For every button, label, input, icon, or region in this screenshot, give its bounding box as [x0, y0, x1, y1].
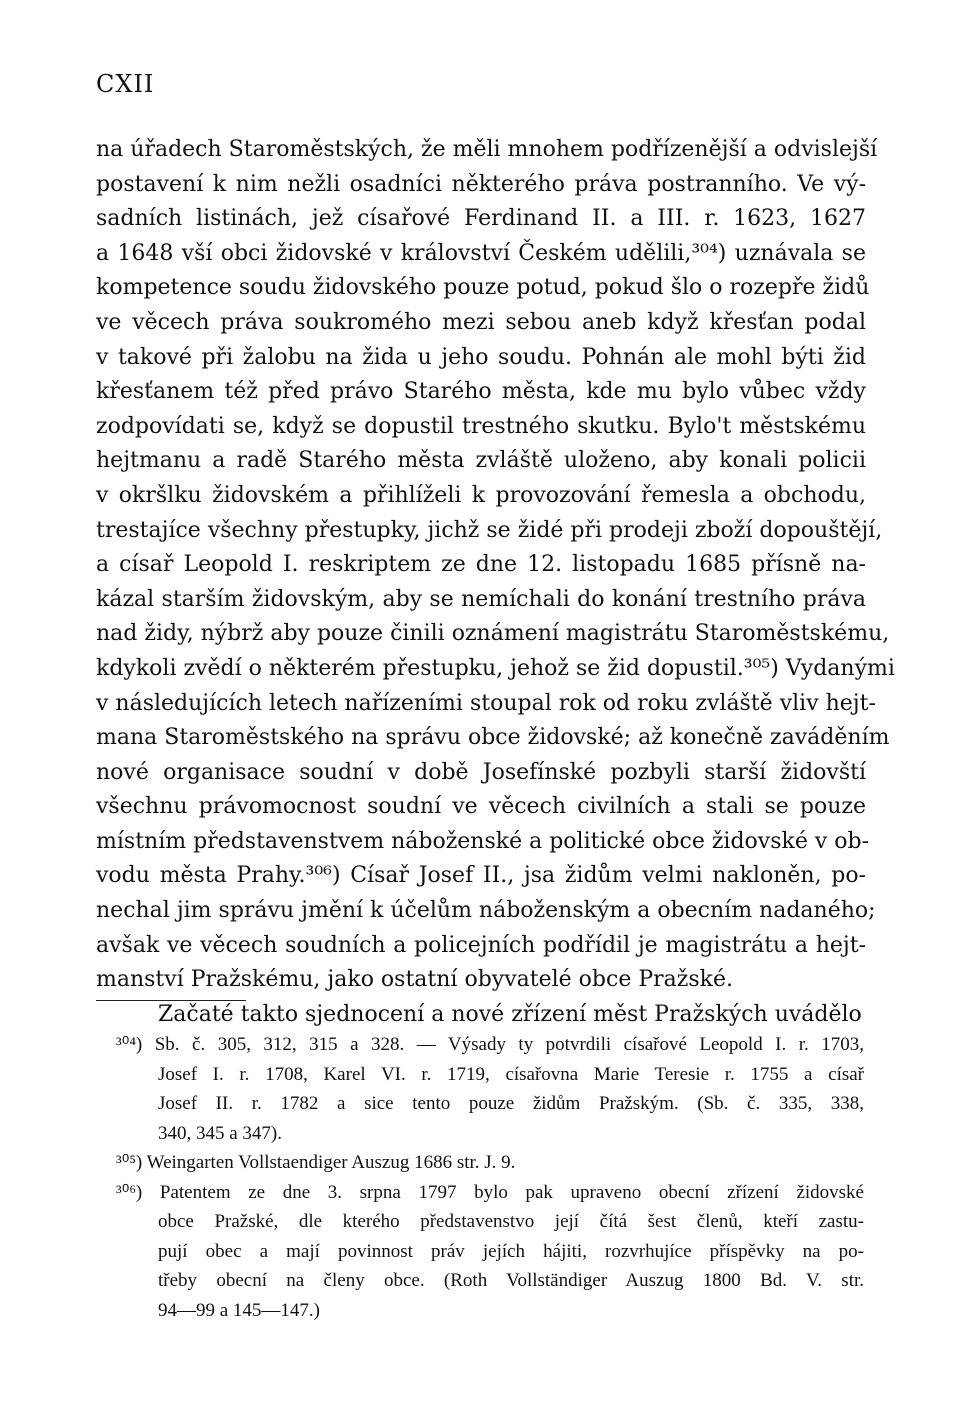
- body-line: nad židy, nýbrž aby pouze činili oznámení magistrátu Staroměstskému,: [96, 621, 890, 647]
- paragraph-start-line: Začaté takto sjednocení a nové zřízení měst Pražských uvádělo: [158, 1001, 862, 1027]
- body-line: zodpovídati se, když se dopustil trestného skutku. Bylo't městskému: [96, 413, 866, 439]
- body-line: křesťanem též před právo Starého města, kde mu bylo vůbec vždy: [96, 379, 866, 405]
- body-line: všechnu právomocnost soudní ve věcech civilních a stali se pouze: [96, 794, 866, 820]
- body-line: a císař Leopold I. reskriptem ze dne 12. listopadu 1685 přísně na-: [96, 552, 866, 578]
- body-line: v okršlku židovském a přihlíželi k provozování řemesla a obchodu,: [96, 482, 866, 508]
- footnote-304: ³⁰⁴) Sb. č. 305, 312, 315 a 328. — Výsady ty potvrdili císařové Leopold I. r. 1703,: [116, 1034, 864, 1055]
- footnote-306: ³⁰⁶) Patentem ze dne 3. srpna 1797 bylo pak upraveno obecní zřízení židovské: [116, 1181, 864, 1203]
- body-line: postavení k nim nežli osadníci některého práva postranního. Ve vý-: [96, 171, 866, 197]
- footnote-divider: [96, 1000, 246, 1001]
- body-line: mana Staroměstského na správu obce židovské; až konečně zaváděním: [96, 725, 890, 751]
- body-line: trestajíce všechny přestupky, jichž se židé při prodeji zboží dopouštějí,: [96, 517, 883, 543]
- body-line: nechal jim správu jmění k účelům náboženským a obecním nadaného;: [96, 898, 876, 924]
- body-line: na úřadech Staroměstských, že měli mnohem podřízenější a odvislejší: [96, 137, 878, 162]
- page-number: CXII: [96, 70, 155, 98]
- footnote-304-line: Josef II. r. 1782 a sice tento pouze židům Pražským. (Sb. č. 335, 338,: [158, 1093, 864, 1114]
- footnote-305: ³⁰⁵) Weingarten Vollstaendiger Auszug 1686 str. J. 9.: [116, 1152, 516, 1173]
- body-line: manství Pražskému, jako ostatní obyvatelé obce Pražské.: [96, 967, 733, 993]
- body-line: místním představenstvem náboženské a politické obce židovské v ob-: [96, 828, 870, 854]
- body-line: sadních listinách, jež císařové Ferdinand II. a III. r. 1623, 1627: [96, 206, 866, 232]
- footnote-306-line: pují obec a mají povinnost práv jejích hájiti, rozvrhujíce příspěvky na po-: [158, 1240, 864, 1262]
- body-line: kdykoli zvědí o některém přestupku, jehož se žid dopustil.³⁰⁵) Vydanými: [96, 655, 895, 681]
- footnote-304-line: Josef I. r. 1708, Karel VI. r. 1719, císařovna Marie Teresie r. 1755 a císař: [158, 1063, 864, 1085]
- footnote-306-line: obce Pražské, dle kterého představenstvo její čítá šest členů, kteří zastu-: [158, 1211, 864, 1232]
- body-line: kompetence soudu židovského pouze potud, pokud šlo o rozepře židů: [96, 275, 870, 301]
- footnote-306-line: třeby obecní na členy obce. (Roth Vollständiger Auszug 1800 Bd. V. str.: [158, 1270, 864, 1291]
- body-line: ve věcech práva soukromého mezi sebou aneb když křesťan podal: [96, 309, 866, 335]
- body-line: v následujících letech nařízeními stoupal rok od roku zvláště vliv hejt-: [96, 690, 876, 716]
- body-line: v takové při žalobu na žida u jeho soudu. Pohnán ale mohl býti žid: [96, 344, 866, 370]
- body-line: vodu města Prahy.³⁰⁶) Císař Josef II., jsa židům velmi nakloněn, po-: [96, 863, 866, 889]
- footnotes: [96, 1030, 864, 1325]
- body-line: kázal starším židovským, aby se nemíchali do konání trestního práva: [96, 586, 866, 612]
- footnote-306-line: 94—99 a 145—147.): [158, 1299, 321, 1321]
- body-text: [96, 133, 895, 1032]
- footnote-304-line: 340, 345 a 347).: [158, 1122, 283, 1144]
- body-line: hejtmanu a radě Starého města zvláště uloženo, aby konali policii: [96, 448, 866, 474]
- body-line: nové organisace soudní v době Josefínské pozbyli starší židovští: [96, 759, 866, 785]
- body-line: a 1648 vší obci židovské v království Českém udělili,³⁰⁴) uznávala se: [96, 240, 866, 266]
- body-line: avšak ve věcech soudních a policejních podřídil je magistrátu a hejt-: [96, 932, 866, 958]
